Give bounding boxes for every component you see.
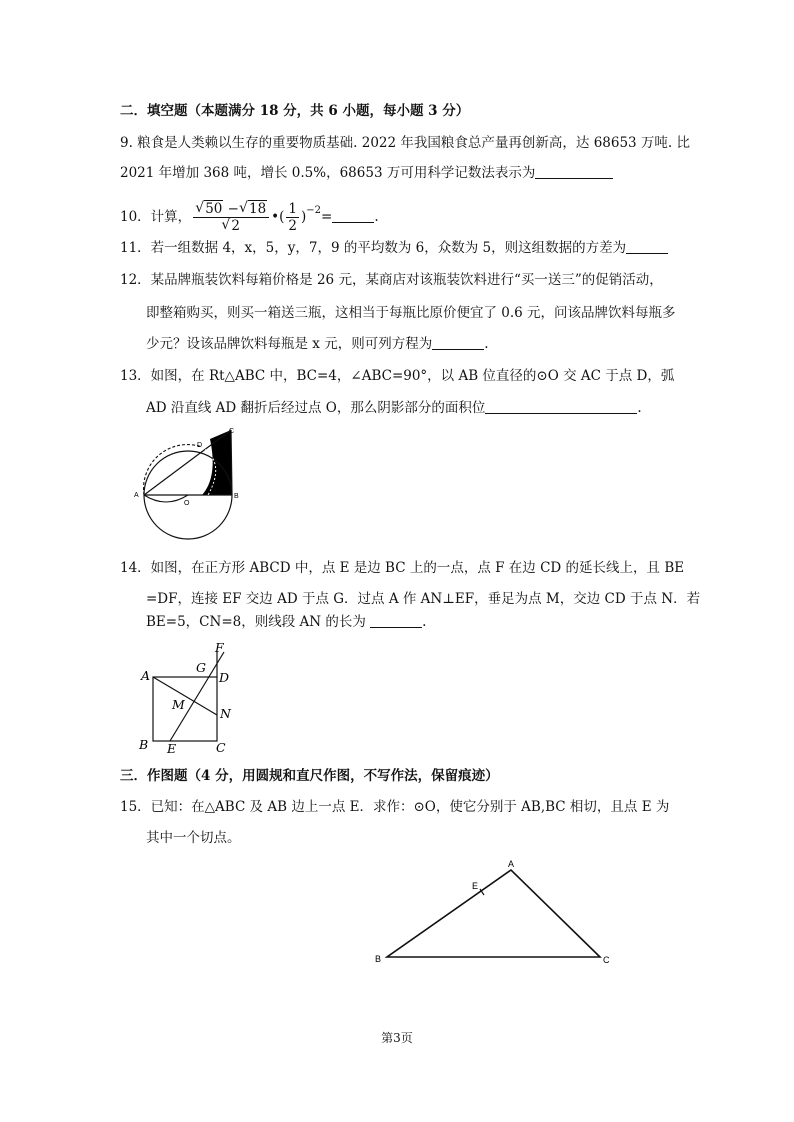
q14-label-n: N xyxy=(220,706,231,721)
q14-label-e: E xyxy=(167,741,177,756)
q11-line: 11．若一组数据 4，x，5，y，7，9 的平均数为 6，众数为 5，则这组数据的方差为 xyxy=(120,238,668,258)
q15-triangle xyxy=(387,870,600,957)
q10-answer-blank[interactable] xyxy=(332,208,374,223)
q15-figure xyxy=(370,855,620,975)
q14-label-b: B xyxy=(139,737,149,752)
q13-label-c: C xyxy=(229,428,235,435)
q15-label-c: C xyxy=(603,955,610,965)
q13-figure xyxy=(130,425,240,545)
q9-answer-blank[interactable] xyxy=(535,164,613,179)
q10-half: $\frac{1}{2}$ xyxy=(288,201,298,234)
q14-line1: 14．如图，在正方形 ABCD 中，点 E 是边 BC 上的一点，点 F 在边 CD 的延长线上，且 BE xyxy=(120,560,685,576)
q13-label-a: A xyxy=(134,492,139,499)
q13-label-d: D xyxy=(197,442,203,449)
q9-line2: 2021 年增加 368 吨，增长 0.5%，68653 万可用科学记数法表示为 xyxy=(120,163,613,183)
q15-line1: 15．已知：在△ABC 及 AB 边上一点 E．求作：⊙O，使它分别于 AB,BC 相切，且点 E 为 xyxy=(120,799,670,815)
q11-answer-blank[interactable] xyxy=(626,239,668,254)
q13-label-o: O xyxy=(184,500,190,507)
q12-line2: 即整箱购买，则买一箱送三瓶，这相当于每瓶比原价便宜了 0.6 元，问该品牌饮料每瓶多 xyxy=(146,305,676,321)
q13-line2: AD 沿直线 AD 翻折后经过点 O，那么阴影部分的面积位 . xyxy=(146,400,642,416)
q10-line: 10．计算， √ 50 − √ 18 √ 2 •( $\frac{1}{2}$ )$^{-2}$= . xyxy=(120,200,379,234)
q14-label-a: A xyxy=(141,668,151,683)
q13-line1: 13．如图，在 Rt△ABC 中，BC=4，∠ABC=90°，以 AB 位直径的⊙O 交 AC 于点 D，弧 xyxy=(120,368,675,384)
q13-label-b: B xyxy=(234,493,239,500)
q15-line2: 其中一个切点。 xyxy=(146,830,241,846)
q13-answer-blank[interactable] xyxy=(485,399,637,414)
q14-label-c: C xyxy=(216,740,226,755)
q14-label-f: F xyxy=(215,640,224,655)
q15-label-e: E xyxy=(472,881,479,891)
q14-answer-blank[interactable] xyxy=(370,613,422,628)
q10-fraction: √ 50 − √ 18 √ 2 xyxy=(193,201,269,234)
section3-title: 三．作图题（4 分，用圆规和直尺作图，不写作法，保留痕迹） xyxy=(120,768,499,784)
q13-folded-arc-lower xyxy=(144,495,188,502)
q14-line3: BE=5，CN=8，则线段 AN 的长为 . xyxy=(146,614,427,630)
q14-label-d: D xyxy=(219,670,230,685)
q12-line1: 12．某品牌瓶装饮料每箱价格是 26 元，某商店对该瓶装饮料进行“买一送三”的促销活动， xyxy=(120,272,663,288)
q14-label-m: M xyxy=(172,697,185,712)
q14-label-g: G xyxy=(196,660,206,675)
q15-label-a: A xyxy=(508,859,515,869)
q14-line-an xyxy=(153,677,217,715)
page-footer: 第3页 xyxy=(381,1031,413,1045)
section2-title: 二．填空题（本题满分 18 分，共 6 小题，每小题 3 分） xyxy=(120,103,470,119)
q15-label-b: B xyxy=(375,954,382,964)
q12-line3: 少元？设该品牌饮料每瓶是 x 元，则可列方程为 . xyxy=(146,336,489,352)
q12-answer-blank[interactable] xyxy=(432,335,484,350)
q9-line1: 9. 粮食是人类赖以生存的重要物质基础. 2022 年我国粮食总产量再创新高，达 68653 万吨. 比 xyxy=(120,135,691,151)
q14-figure xyxy=(136,640,246,760)
q14-line2: =DF，连接 EF 交边 AD 于点 G．过点 A 作 AN⊥EF，垂足为点 M，交边 CD 于点 N．若 xyxy=(146,591,701,607)
